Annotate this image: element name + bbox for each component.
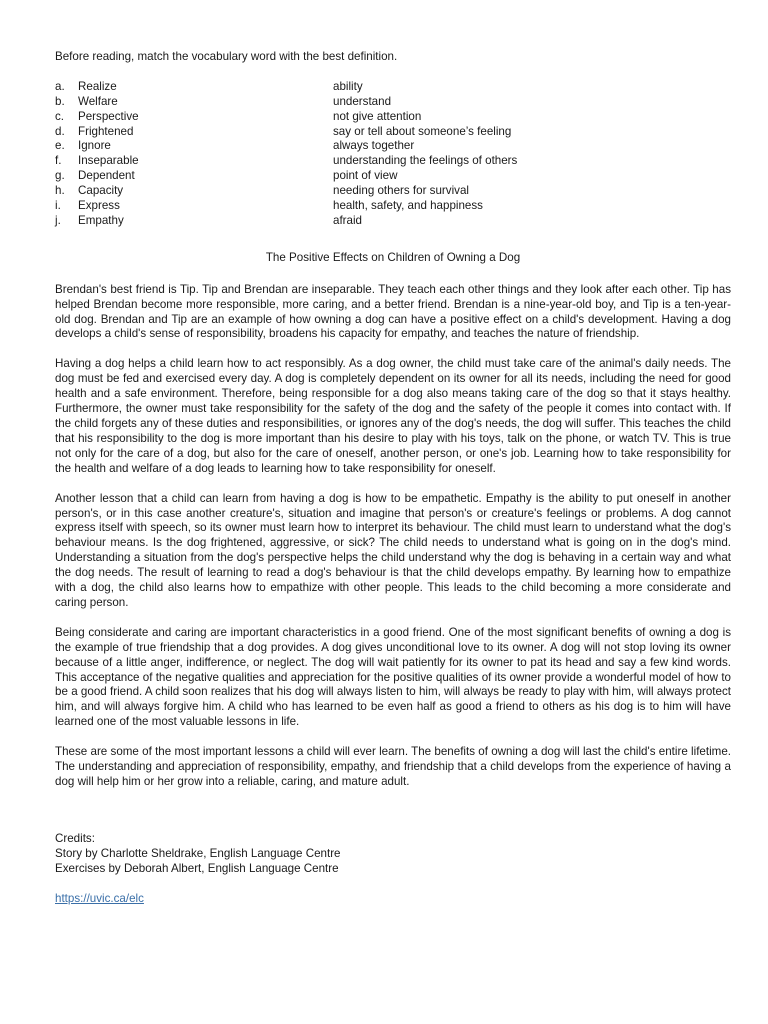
vocab-row bbox=[55, 169, 731, 184]
vocab-letter: a. bbox=[55, 79, 65, 93]
vocab-letter: f. bbox=[55, 154, 62, 168]
vocab-row bbox=[55, 110, 731, 125]
vocab-row bbox=[55, 154, 731, 169]
vocab-letter: i. bbox=[55, 199, 61, 213]
vocab-letter: c. bbox=[55, 109, 65, 123]
story-paragraph: These are some of the most important lessons a child will ever learn. The benefits of owning a dog will last the child's entire lifetime. The understanding and appreciation of responsibility, empathy, and friendship that a child develops from the experience of having a dog will help him or her grow into a reliable, caring, and mature adult. bbox=[55, 745, 731, 788]
credits-section bbox=[55, 832, 731, 907]
vocab-letter: b. bbox=[55, 94, 65, 108]
vocab-word: Realize bbox=[78, 79, 117, 93]
story-paragraph: Brendan's best friend is Tip. Tip and Brendan are inseparable. They teach each other things and they look after each other. Tip has helped Brendan become more responsible, more caring, and a better friend. Brendan is a nine-year-old boy, and Tip is a ten-year-old dog. Brendan and Tip are an example of how owning a dog can have a positive effect on a child's development. Having a dog develops a child's sense of responsibility, broadens his capacity for empathy, and teaches the nature of friendship. bbox=[55, 282, 731, 341]
story-title: The Positive Effects on Children of Owning a Dog bbox=[265, 250, 521, 264]
credits-heading: Credits: bbox=[55, 831, 95, 845]
vocab-word: Capacity bbox=[78, 184, 124, 198]
elc-link[interactable]: https://uvic.ca/elc bbox=[55, 891, 144, 905]
vocab-row bbox=[55, 80, 731, 95]
credits-story-line: Story by Charlotte Sheldrake, English Language Centre bbox=[55, 846, 341, 860]
vocab-word: Welfare bbox=[78, 94, 118, 108]
vocab-letter: g. bbox=[55, 169, 65, 183]
vocab-letter: e. bbox=[55, 139, 65, 153]
vocab-row bbox=[55, 199, 731, 214]
vocab-word: Empathy bbox=[78, 213, 124, 227]
vocab-letter: h. bbox=[55, 184, 65, 198]
vocab-word: Frightened bbox=[78, 124, 134, 138]
vocab-definition: needing others for survival bbox=[333, 184, 469, 198]
vocab-word: Perspective bbox=[78, 109, 139, 123]
vocab-definition: not give attention bbox=[333, 109, 422, 123]
vocab-definition: say or tell about someone’s feeling bbox=[333, 124, 512, 138]
vocab-letter: d. bbox=[55, 124, 65, 138]
vocab-row bbox=[55, 139, 731, 154]
vocab-definition: afraid bbox=[333, 213, 363, 227]
story-paragraph: Another lesson that a child can learn from having a dog is how to be empathetic. Empathy is the ability to put oneself in another person's, or in this case another creature's, situation and imagine that person's or creature's feelings or problems. A dog cannot express itself with speech, so its owner must learn how to interpret its behaviour. The child must learn to understand what the dog's behaviour means. Is the dog frightened, aggressive, or sick? The child needs to understand what is going on in the dog's mind. Understanding a situation from the dog's perspective helps the child understand why the dog is behaving in a certain way and what the dog needs. The result of learning to read a dog's behaviour is that the child develops empathy. By learning how to empathize with a dog, the child also learns how to empathize with other people. This leads to the child becoming a more considerate and caring person. bbox=[55, 491, 731, 609]
vocab-row bbox=[55, 95, 731, 110]
vocab-row bbox=[55, 125, 731, 140]
vocab-word: Ignore bbox=[78, 139, 111, 153]
vocab-word: Express bbox=[78, 199, 120, 213]
instructions: Before reading, match the vocabulary word with the best definition. bbox=[55, 50, 398, 63]
vocab-definition: understand bbox=[333, 94, 392, 108]
story-paragraph: Having a dog helps a child learn how to act responsibly. As a dog owner, the child must take care of the animal's daily needs. The dog must be fed and exercised every day. A dog is completely dependent on its owner for all its needs, including the need for good health and a safe environment. Therefore, being responsible for a dog also means taking care of the dog so that it stays healthy. Furthermore, the owner must take responsibility for the safety of the dog and the safety of the people it comes into contact with. If the child forgets any of these duties and responsibilities, or ignores any of the dog's needs, the dog will suffer. This teaches the child that his responsibility to the dog is more important than his desire to play with his toys, talk on the phone, or watch TV. This is true not only for the care of a dog, but also for the care of oneself, another person, or one's job. Learning how to take responsibility for the health and welfare of a dog leads to learning how to take responsibility for oneself. bbox=[55, 357, 731, 475]
vocab-row bbox=[55, 214, 731, 229]
story-paragraph: Being considerate and caring are important characteristics in a good friend. One of the most significant benefits of owning a dog is the example of true friendship that a dog provides. A dog gives unconditional love to its owner. A dog will not stop loving its owner because of a little anger, indifference, or neglect. The dog will wait patiently for its owner to pat its head and say a few kind words. This acceptance of the negative qualities and appreciation for the positive qualities of its owner provide a wonderful model of how to be a good friend. A child soon realizes that his dog will always listen to him, will always be ready to play with him, will always protect him, and will always forgive him. A child who has learned to be even half as good a friend to others as his dog is to him will have learned one of the most valuable lessons in life. bbox=[55, 625, 731, 729]
vocab-row bbox=[55, 184, 731, 199]
vocab-definition: point of view bbox=[333, 169, 398, 183]
vocab-word: Inseparable bbox=[78, 154, 139, 168]
credits-exercises-line: Exercises by Deborah Albert, English Language Centre bbox=[55, 861, 339, 875]
vocab-definition: always together bbox=[333, 139, 415, 153]
vocab-definition: health, safety, and happiness bbox=[333, 199, 483, 213]
vocab-definition: ability bbox=[333, 79, 363, 93]
vocab-definition: understanding the feelings of others bbox=[333, 154, 518, 168]
vocabulary-list bbox=[55, 80, 731, 229]
vocab-word: Dependent bbox=[78, 169, 135, 183]
vocab-letter: j. bbox=[55, 213, 61, 227]
document-page bbox=[55, 50, 731, 907]
